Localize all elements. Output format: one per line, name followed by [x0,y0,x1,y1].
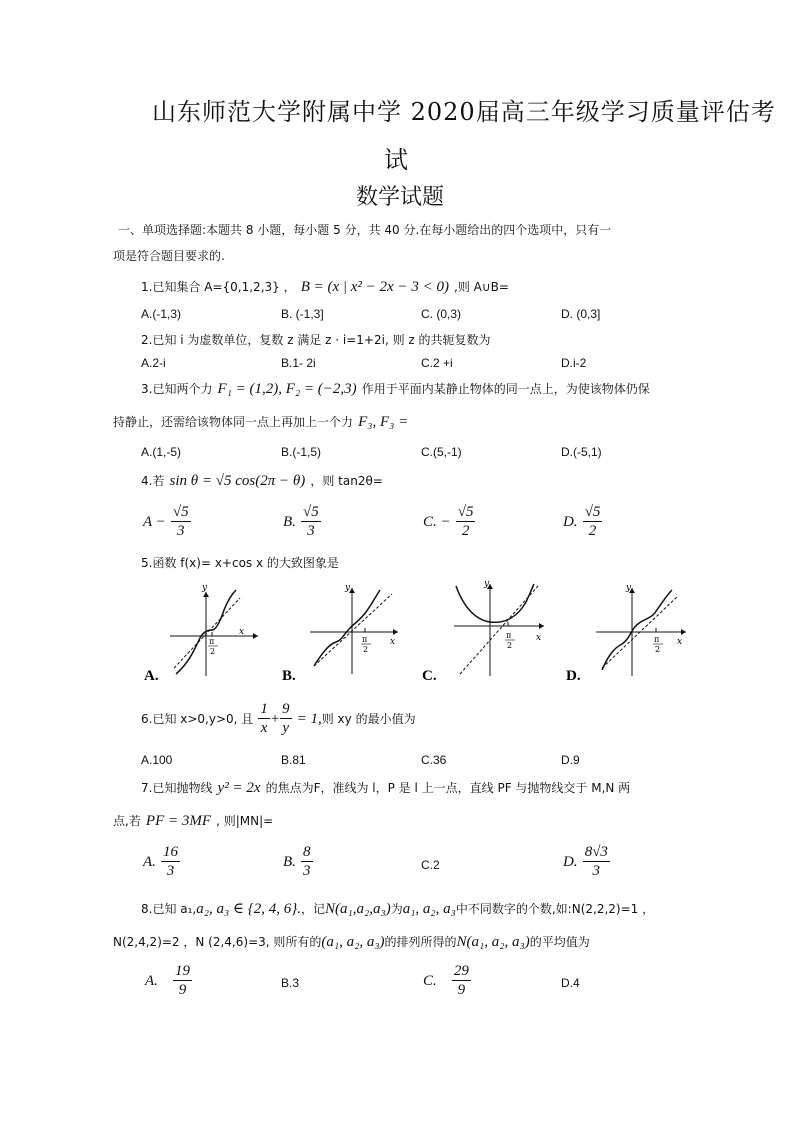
curve [456,584,534,622]
fraction-numerator: √5 [584,504,601,520]
question-3-text: 3.已知两个力 [141,382,213,396]
question-8-math-tuple: (a₁, a₂, a₃) [321,934,385,950]
q3-option-d[interactable]: D.(-5,1) [561,445,602,459]
tick-den: 2 [507,641,513,650]
fraction-numerator: 29 [453,963,469,979]
y-label: y [484,579,490,589]
q7-option-b-fraction [301,843,313,880]
fraction-denominator: 3 [307,523,315,539]
plus-sign: + [269,711,281,727]
fraction-denominator: x [260,720,268,736]
question-6-text: 6.已知 x>0,y>0, 且 [141,712,254,726]
q6-option-b[interactable]: B.81 [281,753,306,767]
q7-option-d-fraction [583,843,610,880]
q4-option-d[interactable] [563,503,602,540]
q7-option-d-prefix: D. [563,854,578,870]
q7-option-c[interactable]: C.2 [421,858,440,872]
tick-den: 2 [210,647,216,656]
question-6-text-end: 则 xy 的最小值为 [321,712,416,726]
question-4-text-end: ，则 tan2θ= [310,474,383,488]
q8-option-c-fraction [452,962,471,999]
graph-a[interactable] [140,582,270,682]
q1-option-c[interactable]: C. (0,3) [421,307,462,321]
q8-option-b[interactable]: B.3 [281,976,300,990]
question-7-line2-text: 点,若 [113,814,141,828]
section-intro: 一、单项选择题:本题共 8 小题，每小题 5 分，共 40 分.在每小题给出的四个选项中，只有一 [118,223,612,237]
q4-option-b[interactable] [283,503,321,540]
tick-num: π [209,637,215,646]
q6-option-a[interactable]: A.100 [141,753,173,767]
graph-d-label: D. [566,668,581,682]
q8-option-d[interactable]: D.4 [561,976,580,990]
question-7-text: 7.已知抛物线 [141,781,213,795]
q4-option-c-fraction [456,503,476,540]
dashed-line [314,594,392,666]
q2-option-a[interactable]: A.2-i [141,356,166,370]
question-3-math-f3: F₃, F₃ = [358,414,409,430]
x-label: x [536,633,542,643]
curve [602,590,672,670]
q4-option-a[interactable] [143,503,191,540]
q1-option-b[interactable]: B. (-1,3] [281,307,324,321]
graph-b[interactable] [280,582,410,682]
question-4-math: sin θ = √5 cos(2π − θ) [169,473,306,489]
q3-option-a[interactable]: A.(1,-5) [141,445,182,459]
q4-option-c[interactable] [423,503,475,540]
fraction-denominator: 3 [592,863,601,879]
q8-option-c-prefix: C. [423,973,437,989]
fraction-numerator: √5 [303,504,319,520]
question-7-vector-math: PF = 3MF [145,813,212,829]
q4-option-d-fraction [583,503,603,540]
fraction-denominator: 3 [303,863,311,879]
equals-one: = 1, [296,711,322,727]
question-6 [141,700,416,737]
fraction-denominator: 9 [457,982,466,998]
fraction-denominator: 3 [176,523,185,539]
q4-option-a-fraction [171,503,191,540]
graph-c-label: C. [422,668,437,682]
question-8-math-a: a₁, a₂, a₃ [402,901,456,917]
fraction-denominator: 3 [166,863,175,879]
q1-option-a[interactable]: A.(-1,3) [141,307,182,321]
fraction-numerator: 8 [303,844,311,860]
q4-option-b-prefix: B. [283,514,296,530]
q7-option-b[interactable] [283,843,313,880]
question-1-text: 1.已知集合 A={0,1,2,3} ， [141,280,296,294]
q6-fraction-2 [280,700,292,737]
fraction-denominator: 2 [588,523,597,539]
q3-option-b[interactable]: B.(-1,5) [281,445,322,459]
fraction-numerator: √5 [457,504,474,520]
fraction-numerator: 9 [282,701,290,717]
section-intro-continued: 项是符合题目要求的. [113,249,225,263]
question-7 [141,777,630,797]
fraction-numerator: 1 [260,701,268,717]
question-3-math: F₁ = (1,2), F₂ = (−2,3) [217,381,357,397]
question-8-text-b: ，记 [301,902,326,916]
x-arrow-icon [393,629,398,635]
q8-option-a-prefix: A. [145,973,158,989]
question-8-text-c: 为 [390,902,403,916]
question-8-text: 8.已知 a₁, [141,902,197,916]
dashed-line [460,586,538,674]
q4-option-a-prefix: A − [143,514,166,530]
question-7-line2 [113,810,273,830]
question-8-line2-text-c: 的平均值为 [529,935,590,949]
fraction-numerator: 8√3 [584,844,608,860]
fraction-denominator: 2 [461,523,470,539]
q7-option-b-prefix: B. [283,854,296,870]
x-arrow-icon [539,623,544,629]
fraction-numerator: 16 [163,844,179,860]
question-3-line2-text: 持静止，还需给该物体同一点上再加上一个力 [113,415,354,429]
question-1 [141,276,509,296]
question-3 [141,378,650,398]
q7-option-a[interactable] [143,843,180,880]
q7-option-d[interactable] [563,843,610,880]
question-8-line2-text: N(2,4,2)=2 ，N (2,4,6)=3, 则所有的 [113,935,322,949]
y-label: y [626,583,632,593]
tick-num: π [362,635,368,644]
x-label: x [239,627,245,637]
q6-option-c[interactable]: C.36 [421,753,447,767]
x-arrow-icon [681,629,686,635]
question-8-line2 [113,931,590,951]
question-3-text-cont: 作用于平面内某静止物体的同一点上，为使该物体仍保 [361,382,650,396]
question-8-line2-text-b: 的排列所得的 [384,935,457,949]
q4-option-b-fraction [301,503,321,540]
q2-option-d[interactable]: D.i-2 [561,356,587,370]
page-title: 山东师范大学附属中学 2020届高三年级学习质量评估考 [152,98,776,126]
question-8-text-d: 中不同数字的个数,如:N(2,2,2)=1 ， [455,902,655,916]
question-5: 5.函数 f(x)= x+cos x 的大致图象是 [141,556,339,570]
q6-fraction-1 [258,700,270,737]
q2-option-c[interactable]: C.2 +i [421,356,453,370]
q7-option-a-prefix: A. [143,854,156,870]
q4-option-d-prefix: D. [563,514,578,530]
q7-option-a-fraction [161,843,180,880]
question-4-text: 4.若 [141,474,165,488]
tick-num: π [506,631,512,640]
y-label: y [202,583,208,593]
q8-option-a-fraction [173,962,192,999]
question-3-line2 [113,411,408,431]
q8-option-a[interactable] [145,962,192,999]
graph-c[interactable] [420,578,550,682]
question-2: 2.已知 i 为虚数单位，复数 z 满足 z · i=1+2i, 则 z 的共轭复数为 [141,333,491,347]
fraction-denominator: 9 [178,982,187,998]
q6-option-d[interactable]: D.9 [561,753,580,767]
tick-den: 2 [655,645,661,654]
tick-num: π [654,635,660,644]
question-8-math-n-tuple: N(a₁, a₂, a₃) [456,934,530,950]
graph-a-label: A. [144,668,159,682]
subject-title: 数学试题 [356,185,445,210]
question-1-math: B = (x | x² − 2x − 3 < 0) [300,279,449,295]
fraction-denominator: y [282,720,290,736]
q1-option-d[interactable]: D. (0,3] [561,307,601,321]
x-label: x [677,637,683,647]
x-arrow-icon [253,633,258,639]
q2-option-b[interactable]: B.1- 2i [281,356,316,370]
question-7-text-cont: 的焦点为F，准线为 l，P 是 l 上一点，直线 PF 与抛物线交于 M,N 两 [265,781,631,795]
graph-d[interactable] [562,582,690,682]
question-7-math: y² = 2x [217,780,261,796]
fraction-numerator: √5 [172,504,189,520]
curve [314,590,380,666]
tick-den: 2 [363,645,369,654]
q4-option-c-prefix: C. − [423,514,451,530]
question-1-text-end: ,则 A∪B= [454,280,509,294]
question-8 [141,898,654,918]
dashed-line [174,598,240,668]
question-8-math-set: a₂, a₃ ∈ {2, 4, 6}. [196,901,302,917]
y-label: y [345,583,351,593]
q8-option-c[interactable] [423,962,471,999]
fraction-numerator: 19 [175,963,191,979]
q3-option-c[interactable]: C.(5,-1) [421,445,462,459]
question-8-math-n: N(a₁,a₂,a₃) [325,901,391,917]
question-4 [141,470,383,490]
page-title-continued: 试 [384,146,408,174]
graph-b-label: B. [282,668,296,682]
question-7-line2-end: , 则|MN|= [216,814,274,828]
x-label: x [390,637,396,647]
